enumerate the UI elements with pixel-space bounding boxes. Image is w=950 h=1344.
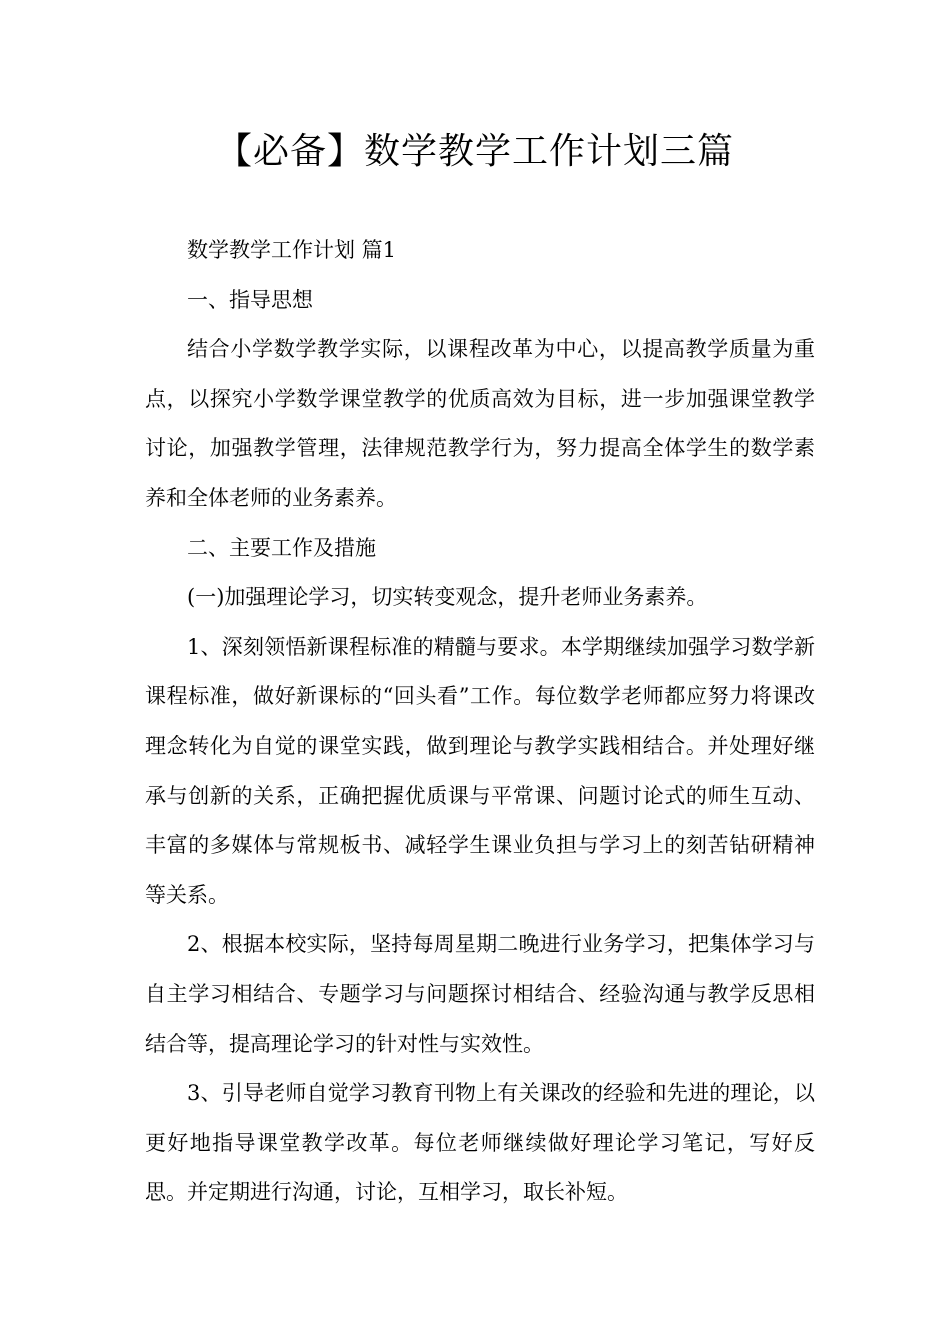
paragraph-guiding-ideology: 结合小学数学教学实际，以课程改革为中心，以提高教学质量为重点，以探究小学数学课堂教学的优质高效为目标，进一步加强课堂教学讨论，加强教学管理，法律规范教学行为，努力提高全体学生的数学素养和全体老师的业务素养。 (145, 337, 815, 510)
paragraph-item-3: 3、引导老师自觉学习教育刊物上有关课改的经验和先进的理论，以更好地指导课堂教学改革。每位老师继续做好理论学习笔记，写好反思。并定期进行沟通，讨论，互相学习，取长补短。 (145, 1081, 815, 1205)
document-body (145, 226, 815, 1218)
document-title: 【必备】数学教学工作计划三篇 (215, 131, 734, 172)
paragraph-item-1: 1、深刻领悟新课程标准的精髓与要求。本学期继续加强学习数学新课程标准，做好新课标的“回头看”工作。每位数学老师都应努力将课改理念转化为自觉的课堂实践，做到理论与教学实践相结合。并处理好继承与创新的关系，正确把握优质课与平常课、问题讨论式的师生互动、丰富的多媒体与常规板书、减轻学生课业负担与学习上的刻苦钻研精神等关系。 (145, 634, 815, 907)
subheading-theory-study: (一)加强理论学习，切实转变观念，提升老师业务素养。 (187, 585, 708, 610)
section-heading-plan-1: 数学教学工作计划 篇1 (187, 238, 397, 262)
heading-main-work: 二、主要工作及措施 (187, 535, 376, 560)
paragraph-item-2: 2、根据本校实际，坚持每周星期二晚进行业务学习，把集体学习与自主学习相结合、专题学习与问题探讨相结合、经验沟通与教学反思相结合等，提高理论学习的针对性与实效性。 (145, 932, 815, 1056)
heading-guiding-ideology: 一、指导思想 (187, 287, 313, 312)
